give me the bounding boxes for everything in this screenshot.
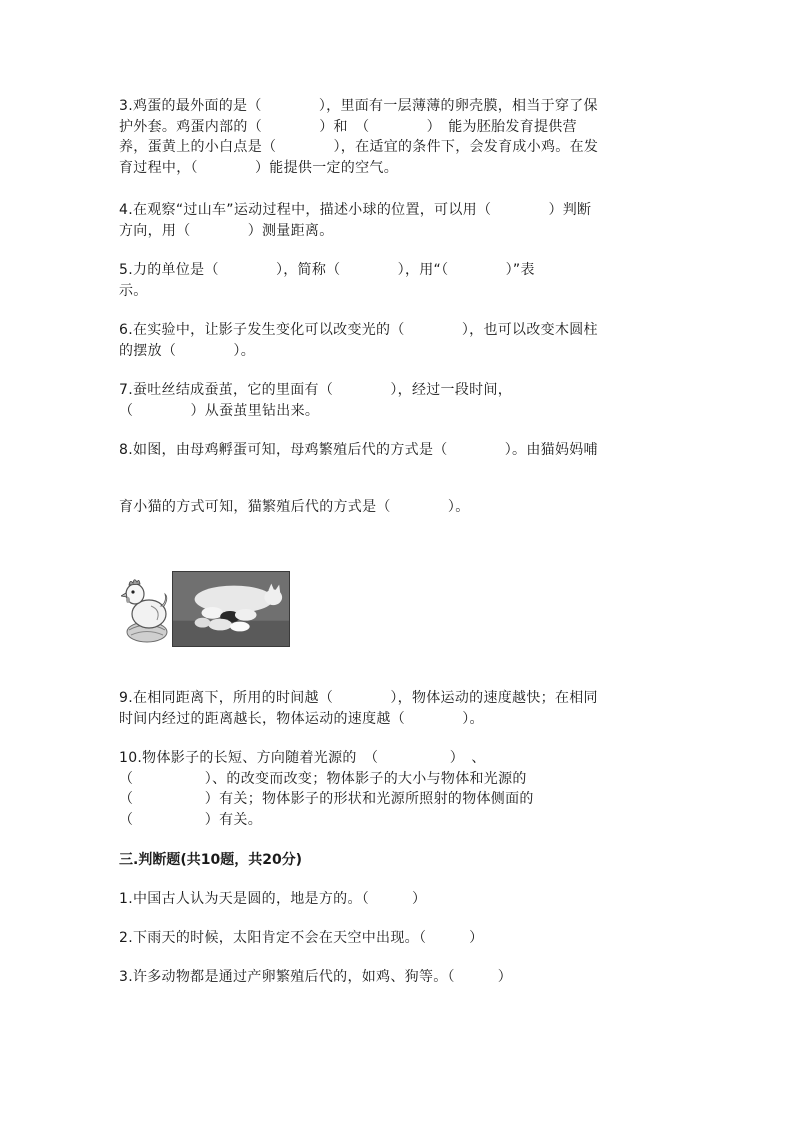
question-6 bbox=[119, 320, 675, 361]
question-10 bbox=[119, 748, 675, 830]
q3-line-1: 3.鸡蛋的最外面的是（ ），里面有一层薄薄的卵壳膜，相当于穿了保 bbox=[119, 98, 598, 114]
question-5 bbox=[119, 260, 675, 301]
question-8 bbox=[119, 440, 675, 461]
question-8-continued bbox=[119, 497, 675, 518]
question-3 bbox=[119, 96, 675, 178]
cat-nursing-kittens-photo bbox=[172, 571, 290, 647]
q3-line-2: 护外套。鸡蛋内部的（ ）和 （ ） 能为胚胎发育提供营 bbox=[119, 118, 577, 135]
hen-on-nest-icon bbox=[121, 570, 169, 646]
judge-question-3 bbox=[119, 967, 675, 988]
q10-line-4: （ ）有关。 bbox=[119, 811, 262, 828]
q3-line-3: 养，蛋黄上的小白点是（ ），在适宜的条件下，会发育成小鸡。在发 bbox=[119, 139, 599, 155]
judge-question-1 bbox=[119, 889, 675, 910]
q9-line-2: 时间内经过的距离越长，物体运动的速度越（ ）。 bbox=[119, 710, 484, 727]
judge-q1-text: 1.中国古人认为天是圆的，地是方的。（ ） bbox=[119, 891, 427, 907]
q5-line-1: 5.力的单位是（ ），简称（ ），用“（ ）”表 bbox=[119, 262, 535, 278]
judge-q3-text: 3.许多动物都是通过产卵繁殖后代的，如鸡、狗等。（ ） bbox=[119, 969, 513, 985]
q8-line-2: 育小猫的方式可知，猫繁殖后代的方式是（ ）。 bbox=[119, 499, 470, 515]
q5-line-2: 示。 bbox=[119, 282, 148, 299]
q4-line-1: 4.在观察“过山车”运动过程中，描述小球的位置，可以用（ ）判断 bbox=[119, 202, 592, 218]
judge-question-2 bbox=[119, 928, 675, 949]
q7-line-1: 7.蚕吐丝结成蚕茧，它的里面有（ ），经过一段时间， bbox=[119, 382, 513, 398]
question-4 bbox=[119, 200, 675, 241]
question-8-figures bbox=[121, 570, 291, 648]
section-3-title: 三.判断题(共10题，共20分) bbox=[119, 852, 303, 868]
q7-line-2: （ ）从蚕茧里钻出来。 bbox=[119, 402, 320, 419]
q9-line-1: 9.在相同距离下，所用的时间越（ ），物体运动的速度越快；在相同 bbox=[119, 690, 598, 706]
q6-line-2: 的摆放（ ）。 bbox=[119, 342, 255, 359]
q6-line-1: 6.在实验中，让影子发生变化可以改变光的（ ），也可以改变木圆柱 bbox=[119, 322, 598, 338]
q10-line-3: （ ）有关；物体影子的形状和光源所照射的物体侧面的 bbox=[119, 791, 534, 807]
question-9 bbox=[119, 688, 675, 729]
q10-line-2: （ ）、的改变而改变；物体影子的大小与物体和光源的 bbox=[119, 770, 527, 787]
q3-line-4: 育过程中，（ ）能提供一定的空气。 bbox=[119, 159, 398, 176]
q8-line-1: 8.如图，由母鸡孵蛋可知，母鸡繁殖后代的方式是（ ）。由猫妈妈哺 bbox=[119, 442, 598, 458]
q10-line-1: 10.物体影子的长短、方向随着光源的 （ ） 、 bbox=[119, 750, 486, 766]
judge-q2-text: 2.下雨天的时候，太阳肯定不会在天空中出现。（ ） bbox=[119, 930, 484, 946]
q4-line-2: 方向，用（ ）测量距离。 bbox=[119, 222, 334, 239]
question-7 bbox=[119, 380, 675, 421]
